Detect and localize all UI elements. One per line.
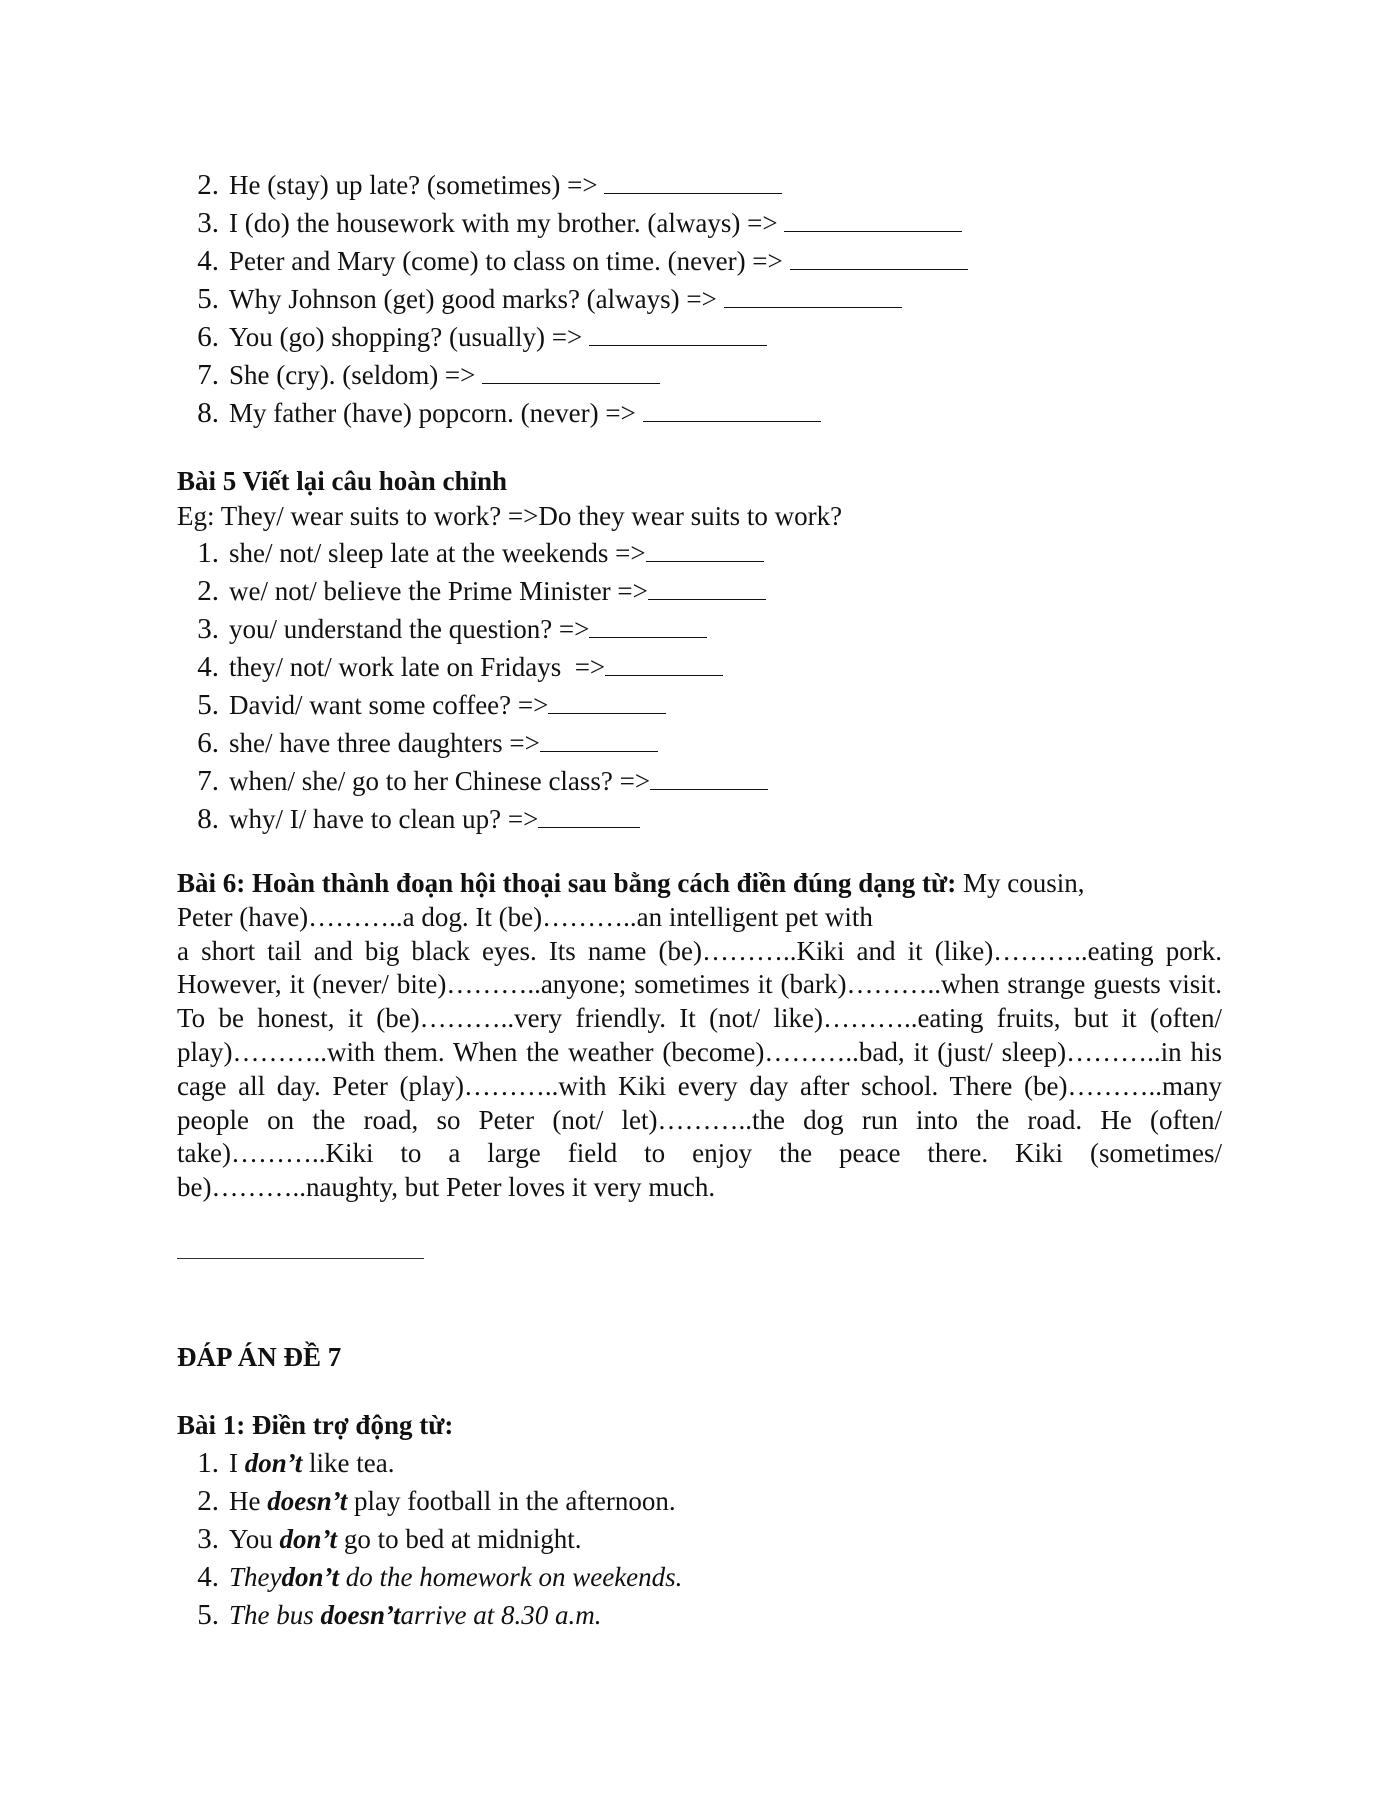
- exercise-6-body: a short tail and big black eyes. Its name (be)………..Kiki and it (like)………..eating pork. However, it (never/ bite)………..anyone; sometimes it (bark)………..when strange guests visit. To be honest, it (be)………..very friendly. It (not/ like)………..eating fruits, but it (often/ play)………..with them. When the weather (become)………..bad, it (just/ sleep)………..in his cage all day. Peter (play)………..with Kiki every day after school. There (be)………..many people on the road, so Peter (not/ let)………..the dog run into the road. He (often/ take)………..Kiki to a large field to enjoy the peace there. Kiki (sometimes/ be)………..naughty, but Peter loves it very much.: [177, 935, 1222, 1203]
- answer-text: I: [229, 1448, 245, 1478]
- list-item: [177, 242, 968, 280]
- list-item: [177, 356, 968, 394]
- answer-blank[interactable]: [482, 357, 660, 384]
- item-number: 1.: [197, 537, 219, 569]
- item-text: we/ not/ believe the Prime Minister =>: [229, 576, 648, 606]
- answer-text: The bus: [229, 1600, 321, 1630]
- item-number: 5.: [197, 1599, 219, 1631]
- list-item: [177, 204, 968, 242]
- answer-blank[interactable]: [548, 687, 666, 714]
- item-number: 2.: [197, 575, 219, 607]
- list-item: [177, 166, 968, 204]
- list-item: [177, 724, 768, 762]
- item-text: when/ she/ go to her Chinese class? =>: [229, 766, 651, 796]
- exercise-5-example: Eg: They/ wear suits to work? =>Do they wear suits to work?: [177, 501, 843, 531]
- item-number: 2.: [197, 1485, 219, 1517]
- list-item: [177, 572, 768, 610]
- exercise-4-list: [177, 166, 968, 432]
- answer-item: [177, 1444, 682, 1482]
- item-number: 4.: [197, 651, 219, 683]
- answer-blank[interactable]: [648, 573, 766, 600]
- list-item: [177, 610, 768, 648]
- answer-item: [177, 1558, 682, 1596]
- answer-text: go to bed at midnight.: [337, 1524, 582, 1554]
- answer-blank[interactable]: [589, 611, 707, 638]
- answer-text: He: [229, 1486, 268, 1516]
- list-item: [177, 280, 968, 318]
- list-item: [177, 686, 768, 724]
- item-number: 7.: [197, 359, 219, 391]
- answer-key-title: ĐÁP ÁN ĐỀ 7: [177, 1342, 342, 1372]
- item-number: 8.: [197, 397, 219, 429]
- item-number: 6.: [197, 727, 219, 759]
- item-text: I (do) the housework with my brother. (always) =>: [229, 208, 778, 238]
- answer-text: You: [229, 1524, 280, 1554]
- list-item: [177, 534, 768, 572]
- exercise-6-title: Bài 6: Hoàn thành đoạn hội thoại sau bằng cách điền đúng dạng từ:: [177, 868, 957, 898]
- list-item: [177, 648, 768, 686]
- item-number: 4.: [197, 1561, 219, 1593]
- answer-blank[interactable]: [650, 763, 768, 790]
- item-number: 3.: [197, 207, 219, 239]
- answer-section-1-title: Bài 1: Điền trợ động từ:: [177, 1410, 454, 1440]
- answer-text: like tea.: [302, 1448, 395, 1478]
- item-number: 3.: [197, 1523, 219, 1555]
- answer-text: play football in the afternoon.: [347, 1486, 676, 1516]
- answer-blank[interactable]: [784, 205, 962, 232]
- list-item: [177, 318, 968, 356]
- exercise-6-first-line: My cousin, Peter (have)………..a dog. It (be)………..an intelligent pet with: [177, 868, 1085, 932]
- list-item: [177, 762, 768, 800]
- divider-line: [177, 1258, 424, 1259]
- item-text: David/ want some coffee? =>: [229, 690, 549, 720]
- answer-blank[interactable]: [589, 319, 767, 346]
- item-text: He (stay) up late? (sometimes) =>: [229, 170, 598, 200]
- item-text: Peter and Mary (come) to class on time. (never) =>: [229, 246, 783, 276]
- item-text: You (go) shopping? (usually) =>: [229, 322, 583, 352]
- list-item: [177, 394, 968, 432]
- exercise-6-paragraph: [177, 867, 1222, 1205]
- item-text: Why Johnson (get) good marks? (always) =>: [229, 284, 717, 314]
- answer-text: They: [229, 1562, 282, 1592]
- answer-blank[interactable]: [643, 395, 821, 422]
- item-text: why/ I/ have to clean up? =>: [229, 804, 539, 834]
- answer-item: [177, 1482, 682, 1520]
- answer-auxiliary: don’t: [279, 1524, 338, 1554]
- item-number: 6.: [197, 321, 219, 353]
- answer-blank[interactable]: [540, 725, 658, 752]
- item-number: 4.: [197, 245, 219, 277]
- answer-blank[interactable]: [538, 801, 640, 828]
- answer-auxiliary: don’t: [281, 1562, 339, 1592]
- exercise-5-list: [177, 534, 768, 838]
- answer-auxiliary: don’t: [244, 1448, 303, 1478]
- item-number: 3.: [197, 613, 219, 645]
- item-text: she/ not/ sleep late at the weekends =>: [229, 538, 646, 568]
- item-text: She (cry). (seldom) =>: [229, 360, 476, 390]
- answer-list: [177, 1444, 682, 1634]
- answer-blank[interactable]: [790, 243, 968, 270]
- answer-text: arrive at 8.30 a.m.: [400, 1600, 602, 1630]
- item-text: they/ not/ work late on Fridays =>: [229, 652, 606, 682]
- answer-auxiliary: doesn’t: [267, 1486, 348, 1516]
- exercise-5-title: Bài 5 Viết lại câu hoàn chỉnh: [177, 466, 508, 496]
- item-number: 8.: [197, 803, 219, 835]
- item-number: 2.: [197, 169, 219, 201]
- answer-blank[interactable]: [604, 167, 782, 194]
- answer-blank[interactable]: [605, 649, 723, 676]
- list-item: [177, 800, 768, 838]
- answer-auxiliary: doesn’t: [320, 1600, 401, 1630]
- item-text: My father (have) popcorn. (never) =>: [229, 398, 636, 428]
- answer-blank[interactable]: [646, 535, 764, 562]
- item-number: 5.: [197, 283, 219, 315]
- answer-text: do the homework on weekends.: [339, 1562, 683, 1592]
- item-text: you/ understand the question? =>: [229, 614, 590, 644]
- item-number: 7.: [197, 765, 219, 797]
- answer-blank[interactable]: [724, 281, 902, 308]
- item-number: 5.: [197, 689, 219, 721]
- item-number: 1.: [197, 1447, 219, 1479]
- item-text: she/ have three daughters =>: [229, 728, 540, 758]
- answer-item: [177, 1596, 682, 1634]
- answer-item: [177, 1520, 682, 1558]
